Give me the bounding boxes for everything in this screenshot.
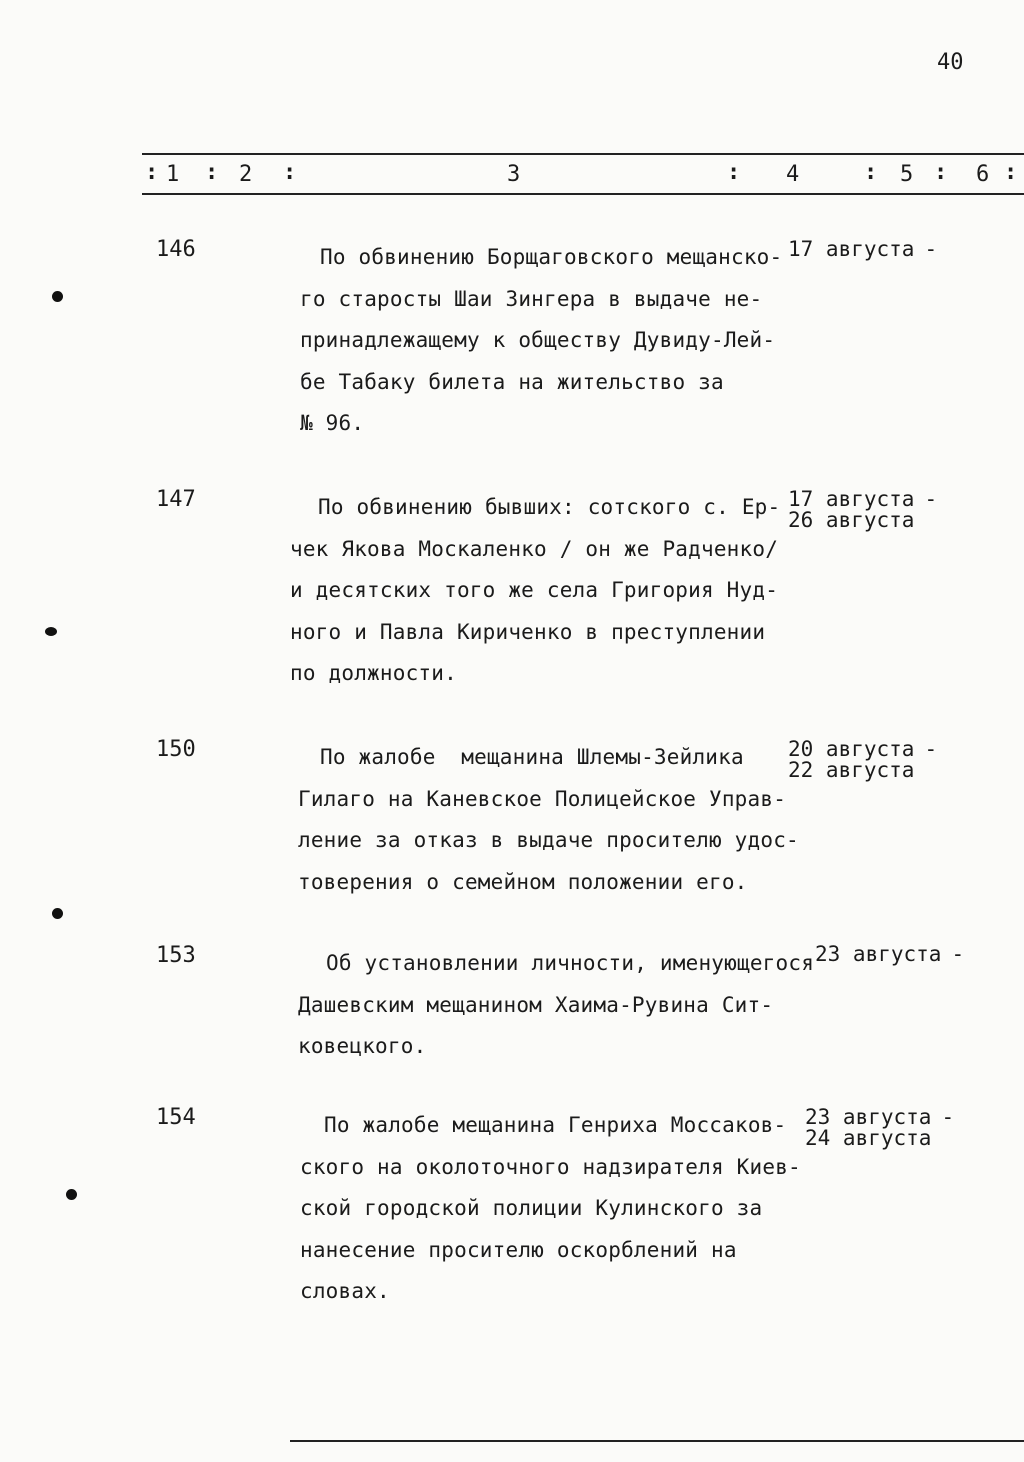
entry-description: По жалобе мещанина Шлемы-Зейлика Гилаго на Каневское Полицейское Управ- ление за отказ в выдаче просителю удос- товерения о семейном положении его. (298, 745, 799, 894)
date-start: 17 августа (788, 237, 915, 261)
entry-number: 153 (156, 943, 196, 968)
header-col-1: 1 (166, 162, 180, 187)
date-dash: - (951, 942, 965, 966)
entry-number: 147 (156, 487, 196, 512)
punch-hole-mark (45, 627, 57, 636)
header-col-4: 4 (786, 162, 800, 187)
entry-number: 150 (156, 737, 196, 762)
header-separator: : (1004, 160, 1018, 185)
header-col-5: 5 (900, 162, 914, 187)
date-start: 17 августа (788, 487, 915, 511)
date-dash: - (941, 1105, 955, 1129)
date-end: 22 августа (788, 758, 915, 782)
entry-description: По обвинению бывших: сотского с. Ер- чек Якова Москаленко / он же Радченко/ и десятских того же села Григория Нуд- ного и Павла Кириченко в преступлении по должности. (290, 495, 781, 685)
header-rule-top (142, 153, 1024, 155)
header-separator: : (145, 160, 159, 185)
date-dash: - (924, 237, 938, 261)
header-separator: : (864, 160, 878, 185)
entry-dates (788, 489, 937, 531)
date-end: 26 августа (788, 508, 915, 532)
entry-number: 154 (156, 1105, 196, 1130)
date-dash: - (924, 487, 938, 511)
date-start: 20 августа (788, 737, 915, 761)
entry-description: По обвинению Борщаговского мещанско- го старосты Шаи Зингера в выдаче не- принадлежащему к обществу Дувиду-Лей- бе Табаку билета на жительство за № 96. (300, 245, 783, 435)
date-end: 24 августа (805, 1126, 932, 1150)
entry-number: 146 (156, 237, 196, 262)
header-separator: : (934, 160, 948, 185)
date-start: 23 августа (815, 942, 942, 966)
date-dash: - (924, 737, 938, 761)
header-separator: : (283, 160, 297, 185)
punch-hole-mark (52, 291, 63, 302)
entry-description: По жалобе мещанина Генриха Моссаков- ского на околоточного надзирателя Киев- ской городской полиции Кулинского за нанесение просителю оскорблений на словах. (300, 1113, 801, 1303)
header-separator: : (205, 160, 219, 185)
entry-dates (805, 1107, 954, 1149)
header-col-2: 2 (239, 162, 253, 187)
page-number: 40 (937, 50, 964, 75)
punch-hole-mark (66, 1189, 77, 1200)
footer-rule (290, 1440, 1024, 1442)
entry-description: Об установлении личности, именующегося Дашевским мещанином Хаима-Рувина Сит- ковецкого. (298, 951, 815, 1058)
punch-hole-mark (52, 908, 63, 919)
header-col-3: 3 (507, 162, 521, 187)
header-rule-bottom (142, 193, 1024, 195)
date-start: 23 августа (805, 1105, 932, 1129)
entry-dates (815, 944, 964, 965)
entry-dates (788, 739, 937, 781)
header-col-6: 6 (976, 162, 990, 187)
entry-dates (788, 239, 937, 260)
header-separator: : (727, 160, 741, 185)
